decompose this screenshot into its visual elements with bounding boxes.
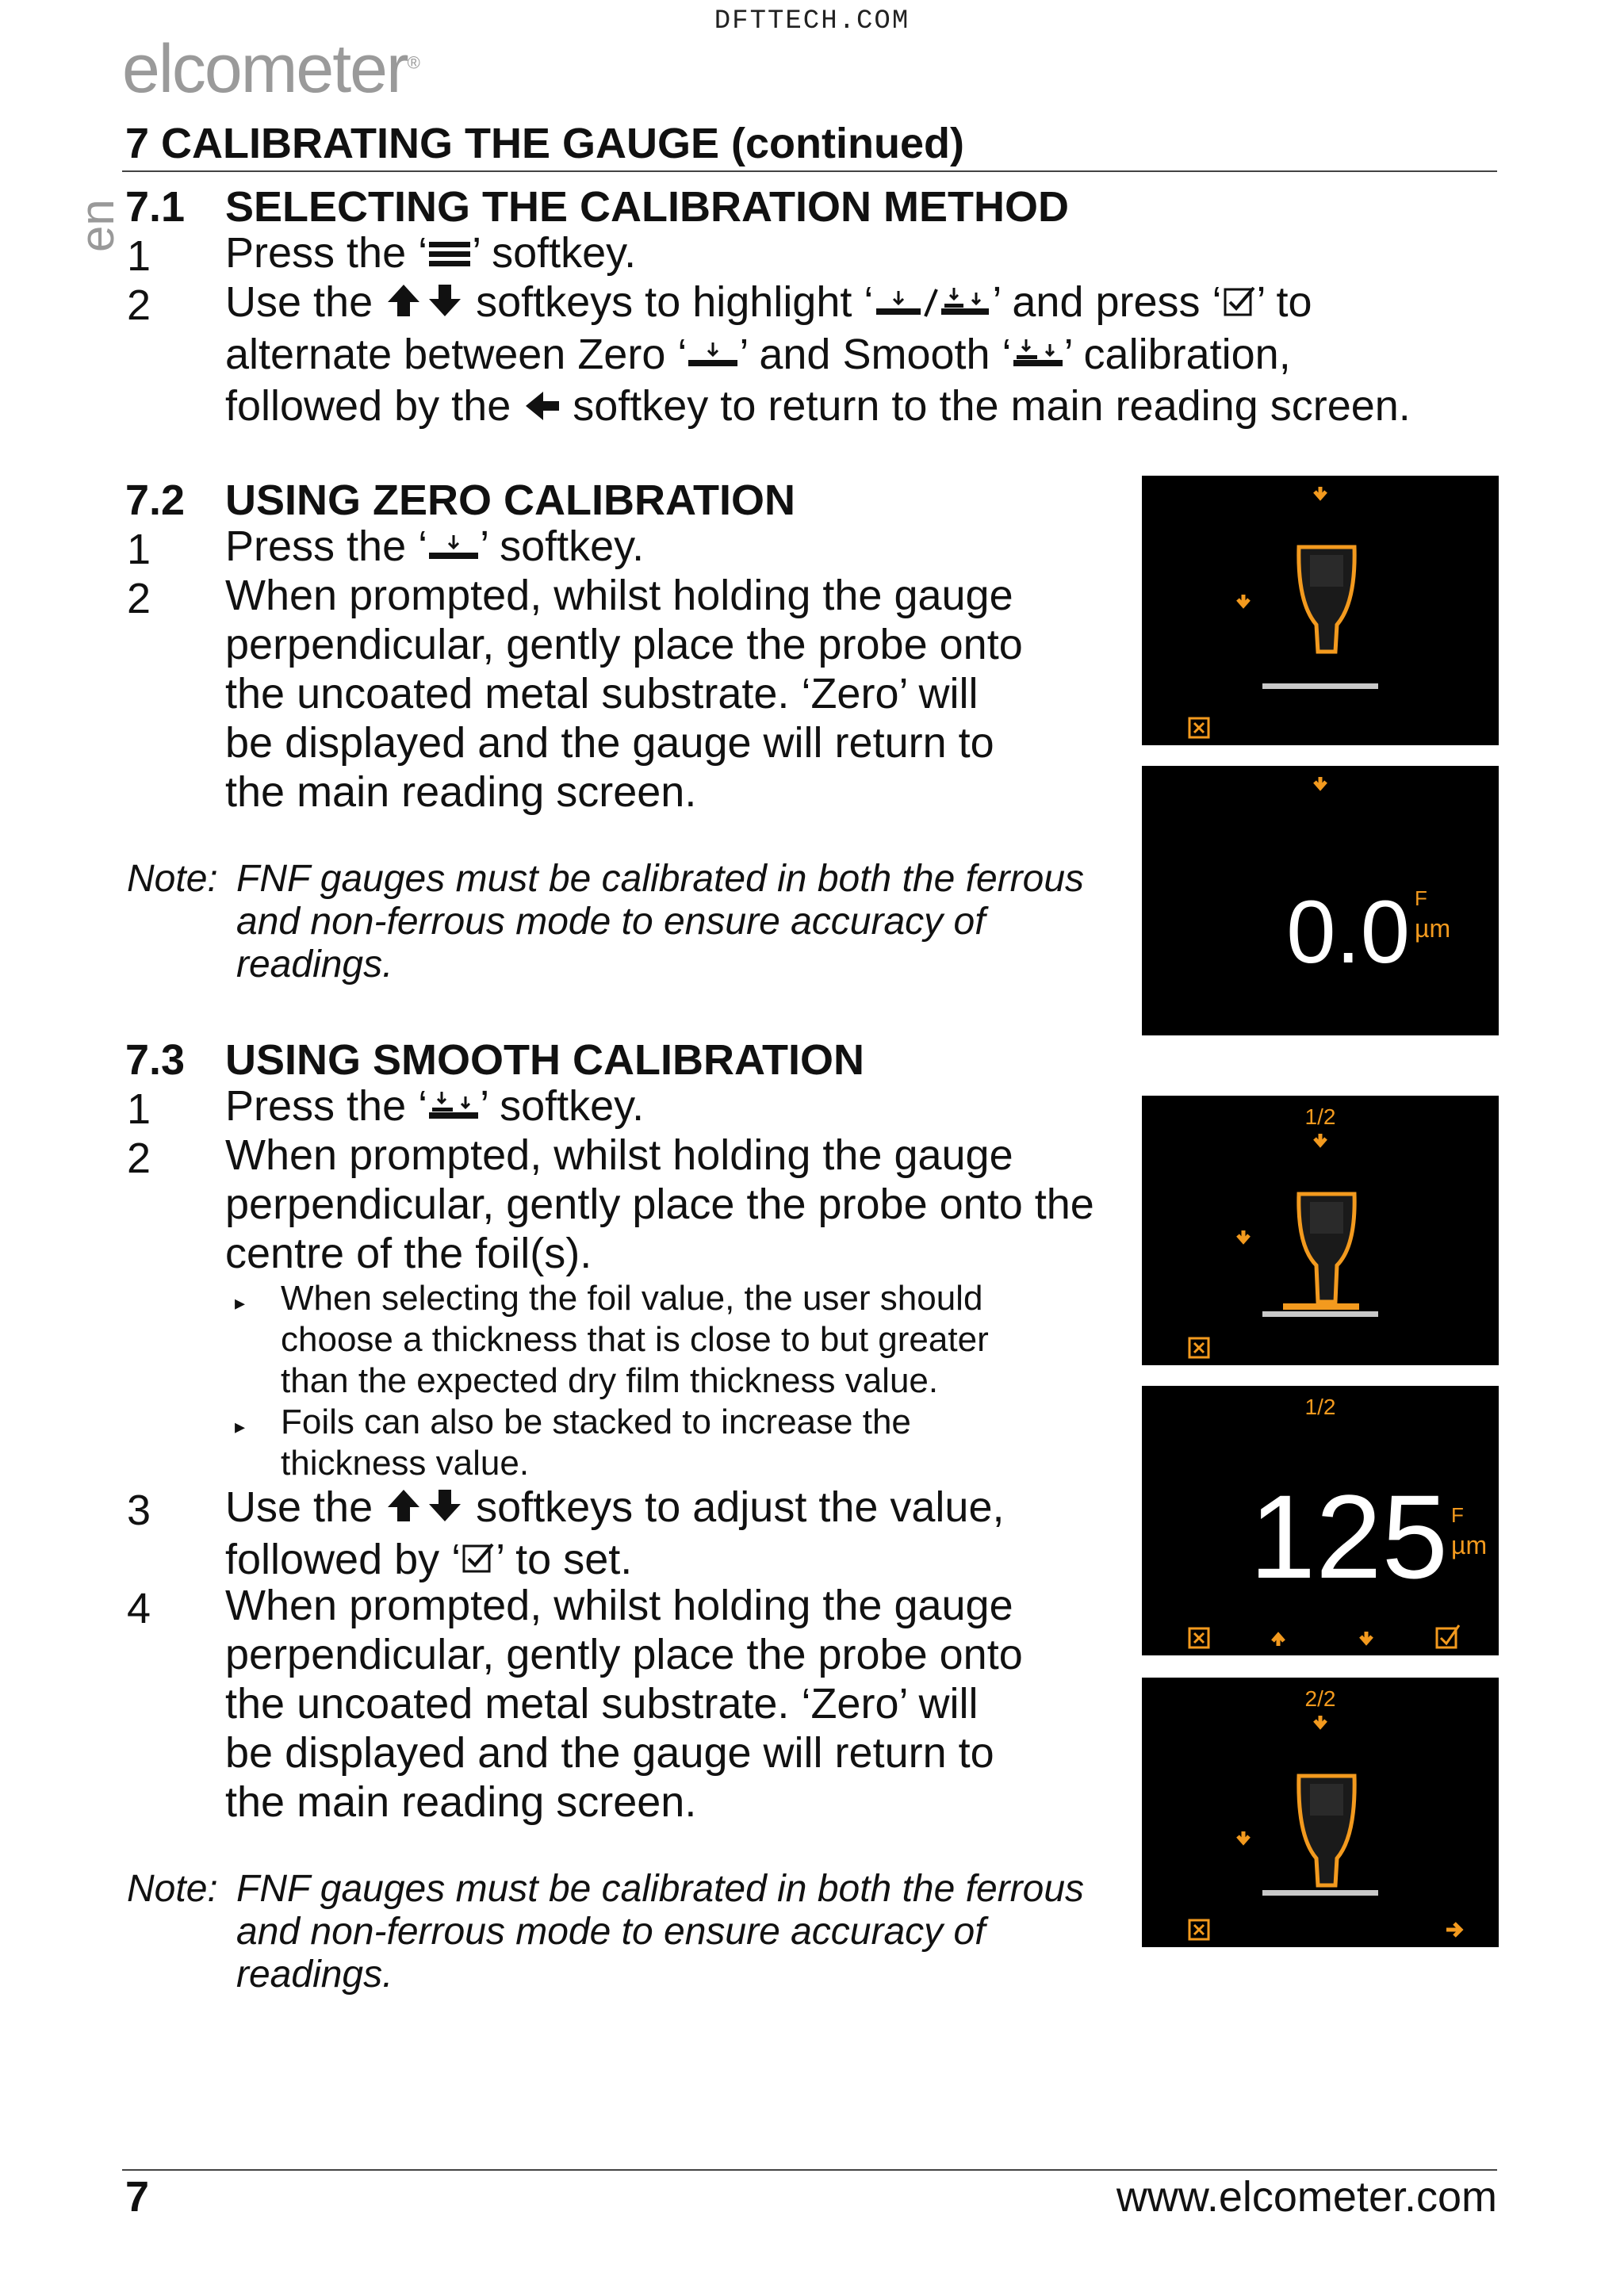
step-number: 1 bbox=[127, 232, 151, 280]
zero-smooth-icon bbox=[873, 281, 992, 330]
step-number: 4 bbox=[127, 1585, 151, 1632]
section-73-number: 7.3 bbox=[125, 1036, 186, 1084]
bullet-item: Foils can also be stacked to increase the thickness value. bbox=[281, 1402, 911, 1483]
step-text: Use the softkeys to adjust the value, followed by ‘ ’ to set. bbox=[225, 1483, 1137, 1586]
watermark: DFTTECH.COM bbox=[714, 6, 910, 36]
smooth-icon bbox=[1012, 332, 1064, 381]
cancel-icon bbox=[1189, 718, 1208, 737]
up-arrow-icon bbox=[1273, 1635, 1284, 1646]
cancel-icon bbox=[1189, 1628, 1208, 1647]
note-label: Note: bbox=[127, 858, 218, 900]
down-arrow-icon bbox=[1315, 1716, 1326, 1727]
note-label: Note: bbox=[127, 1868, 218, 1910]
down-arrow-icon bbox=[1315, 1134, 1326, 1145]
substrate-line bbox=[1262, 683, 1378, 689]
gauge-screen-zero-result bbox=[1142, 766, 1499, 1035]
step-number: 1 bbox=[127, 1085, 151, 1133]
logo-text: elcometer bbox=[122, 31, 408, 107]
language-tab: en bbox=[71, 199, 124, 252]
step-number: 2 bbox=[127, 575, 151, 622]
probe-icon bbox=[1299, 1776, 1354, 1885]
menu-icon bbox=[427, 232, 472, 281]
right-arrow-icon bbox=[1446, 1923, 1461, 1936]
mode-indicator: F bbox=[1451, 1503, 1464, 1527]
step-number: 2 bbox=[127, 1135, 151, 1182]
brand-logo bbox=[122, 30, 419, 109]
step-indicator: 1/2 bbox=[1304, 1395, 1336, 1419]
foil-shim bbox=[1283, 1303, 1359, 1310]
down-arrow-icon bbox=[1238, 595, 1249, 606]
zero-icon bbox=[687, 332, 739, 381]
checkbox-icon bbox=[1437, 1625, 1459, 1647]
step-text: When prompted, whilst holding the gauge perpendicular, gently place the probe onto the uncoated metal substrate. ‘Zero’ will be displayed and the gauge will return to the main reading screen. bbox=[225, 572, 1023, 816]
checkbox-icon bbox=[461, 1537, 496, 1586]
down-arrow-icon bbox=[1315, 777, 1326, 788]
gauge-screen-smooth-step2 bbox=[1142, 1678, 1499, 1947]
step-text: Use the softkeys to highlight ‘ ’ and press ‘ ’ to alternate between Zero ‘ ’ and Smooth ‘ ’ calibration, followed by the softkey to return to the main reading screen. bbox=[225, 277, 1510, 434]
substrate-line bbox=[1262, 1311, 1378, 1317]
gauge-screen-foil-value bbox=[1142, 1386, 1499, 1655]
checkbox-icon bbox=[1222, 281, 1257, 330]
unit-label: µm bbox=[1415, 914, 1451, 943]
down-arrow-icon bbox=[1361, 1632, 1372, 1643]
section-72-heading: USING ZERO CALIBRATION bbox=[225, 476, 795, 524]
step-text: When prompted, whilst holding the gauge perpendicular, gently place the probe onto the uncoated metal substrate. ‘Zero’ will be displayed and the gauge will return to the main reading screen. bbox=[225, 1582, 1023, 1826]
bullet-caret-icon: ▸ bbox=[235, 1291, 246, 1314]
step-text: Press the ‘ ’ softkey. bbox=[225, 522, 644, 574]
down-arrow-icon bbox=[1238, 1230, 1249, 1242]
back-arrow-icon bbox=[523, 385, 561, 434]
bullet-caret-icon: ▸ bbox=[235, 1414, 246, 1438]
note-text: FNF gauges must be calibrated in both the ferrous and non-ferrous mode to ensure accuracy of readings. bbox=[236, 858, 1085, 985]
substrate-line bbox=[1262, 1890, 1378, 1896]
down-arrow-icon bbox=[1315, 487, 1326, 498]
step-number: 1 bbox=[127, 526, 151, 573]
reading-value: 0.0 bbox=[1286, 882, 1410, 982]
step-indicator: 2/2 bbox=[1304, 1686, 1336, 1711]
gauge-screen-zero-prompt bbox=[1142, 476, 1499, 745]
smooth-icon bbox=[427, 1085, 480, 1134]
step-text: Press the ‘ ’ softkey. bbox=[225, 228, 636, 281]
bullet-item: When selecting the foil value, the user should choose a thickness that is close to but greater than the expected dry film thickness value. bbox=[281, 1279, 989, 1400]
probe-icon bbox=[1299, 1194, 1354, 1302]
page-number: 7 bbox=[125, 2173, 150, 2221]
step-number: 2 bbox=[127, 281, 151, 329]
step-text: When prompted, whilst holding the gauge perpendicular, gently place the probe onto the centre of the foil(s). bbox=[225, 1131, 1094, 1277]
unit-label: µm bbox=[1451, 1531, 1488, 1559]
header-rule bbox=[122, 170, 1497, 172]
section-72-number: 7.2 bbox=[125, 476, 186, 524]
step-text: Press the ‘ ’ softkey. bbox=[225, 1081, 644, 1134]
footer-rule bbox=[122, 2169, 1497, 2171]
down-arrow-icon bbox=[1238, 1831, 1249, 1843]
cancel-icon bbox=[1189, 1920, 1208, 1939]
up-down-arrows-icon bbox=[385, 1486, 464, 1535]
step-indicator: 1/2 bbox=[1304, 1104, 1336, 1129]
website-url: www.elcometer.com bbox=[1116, 2173, 1497, 2221]
zero-icon bbox=[427, 525, 480, 574]
gauge-screen-smooth-step1 bbox=[1142, 1096, 1499, 1365]
registered-mark: ® bbox=[407, 52, 419, 73]
mode-indicator: F bbox=[1415, 886, 1427, 910]
probe-icon bbox=[1299, 547, 1354, 652]
reading-value: 125 bbox=[1249, 1470, 1448, 1603]
section-71-heading: SELECTING THE CALIBRATION METHOD bbox=[225, 183, 1069, 231]
cancel-icon bbox=[1189, 1338, 1208, 1357]
note-text: FNF gauges must be calibrated in both the ferrous and non-ferrous mode to ensure accuracy of readings. bbox=[236, 1868, 1085, 1996]
section-71-number: 7.1 bbox=[125, 183, 186, 231]
up-down-arrows-icon bbox=[385, 281, 464, 330]
chapter-title: 7 CALIBRATING THE GAUGE (continued) bbox=[125, 120, 964, 167]
section-73-heading: USING SMOOTH CALIBRATION bbox=[225, 1036, 864, 1084]
step-number: 3 bbox=[127, 1487, 151, 1534]
